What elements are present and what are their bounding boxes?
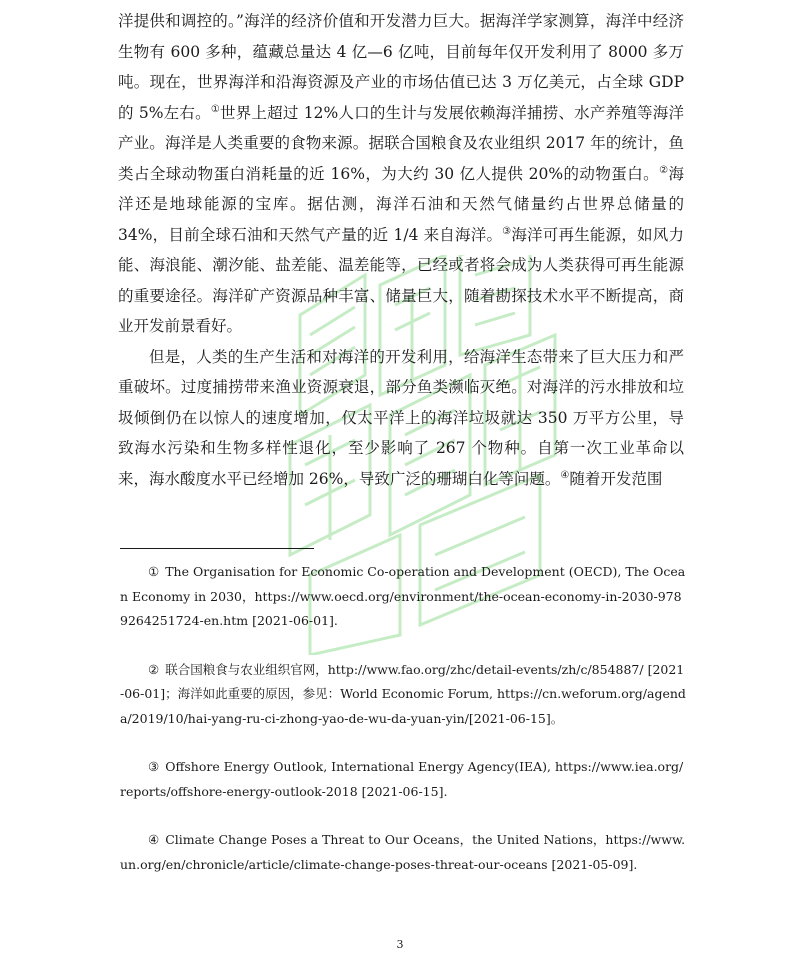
- footnotes: [120, 560, 686, 901]
- page-number: 3: [396, 938, 404, 951]
- body-text: [118, 6, 684, 494]
- footnote-2: [120, 658, 686, 732]
- paragraph-1-part-3: 海洋还是地球能源的宝库。据估测，海洋石油和天然气储量约占世界总储量的 34%，目前全球石油和天然气产量的近 1/4 来自海洋。: [118, 164, 684, 244]
- footnote-ref-4[interactable]: ④: [560, 469, 570, 481]
- paragraph-2-part-2: 随着开发范围: [569, 469, 663, 488]
- footnote-4: [120, 828, 686, 877]
- footnote-ref-3[interactable]: ③: [502, 225, 512, 237]
- footnote-number: ③: [148, 759, 160, 774]
- paragraph-1-part-2: 世界上超过 12%人口的生计与发展依赖海洋捕捞、水产养殖等海洋产业。海洋是人类重要的食物来源。据联合国粮食及农业组织 2017 年的统计，鱼类占全球动物蛋白消耗量的近 16%，为大约 30 亿人提供 20%的动物蛋白。: [118, 103, 684, 183]
- paragraph-1-part-4: 海洋可再生能源，如风力能、海浪能、潮汐能、盐差能、温差能等，已经或者将会成为人类获得可再生能源的重要途径。海洋矿产资源品种丰富、储量巨大，随着勘探技术水平不断提高，商业开发前景看好。: [118, 225, 684, 335]
- footnote-1: [120, 560, 686, 634]
- paragraph-1-part-1: 洋提供和调控的。”海洋的经济价值和开发潜力巨大。据海洋学家测算，海洋中经济生物有 600 多种，蕴藏总量达 4 亿—6 亿吨，目前每年仅开发利用了 8000 多万吨。现在，世界海洋和沿海资源及产业的市场估值已达 3 万亿美元，占全球 GDP 的 5%左右。: [118, 12, 684, 122]
- footnote-number: ①: [148, 564, 160, 579]
- footnote-3: [120, 755, 686, 804]
- body-paragraph-2: [118, 342, 684, 495]
- footnote-text: Offshore Energy Outlook, International Energy Agency(IEA), https://www.iea.org/reports/offshore-energy-outlook-2018 [2021-06-15].: [120, 759, 684, 799]
- footnote-number: ④: [148, 832, 160, 847]
- footnote-text: The Organisation for Economic Co-operation and Development (OECD), The Ocean Economy in 2030，https://www.oecd.org/environment/the-ocean-economy-in-2030-9789264251724-en.htm [2021-06-01].: [120, 564, 686, 628]
- body-paragraph-1: [118, 6, 684, 342]
- footnote-ref-2[interactable]: ②: [659, 164, 669, 176]
- footnote-text: Climate Change Poses a Threat to Our Oceans，the United Nations，https://www.un.org/en/chronicle/article/climate-change-poses-threat-our-oceans [2021-05-09].: [120, 832, 686, 872]
- footnote-separator: [120, 548, 314, 549]
- footnote-text: 联合国粮食与农业组织官网，http://www.fao.org/zhc/detail-events/zh/c/854887/ [2021-06-01]；海洋如此重要的原因，参见：World Economic Forum, https://cn.weforum.org/agenda/2019/10/hai-yang-ru-ci-zhong-yao-de-wu-da-yuan-yin/[2021-06-15]。: [120, 661, 686, 726]
- footnote-number: ②: [148, 661, 160, 677]
- footnote-ref-1[interactable]: ①: [210, 103, 221, 115]
- paragraph-2-part-1: 但是，人类的生产生活和对海洋的开发利用，给海洋生态带来了巨大压力和严重破坏。过度捕捞带来渔业资源衰退，部分鱼类濒临灭绝。对海洋的污水排放和垃圾倾倒仍在以惊人的速度增加，仅太平洋上的海洋垃圾就达 350 万平方公里，导致海水污染和生物多样性退化，至少影响了 267 个物种。自第一次工业革命以来，海水酸度水平已经增加 26%，导致广泛的珊瑚白化等问题。: [118, 347, 684, 488]
